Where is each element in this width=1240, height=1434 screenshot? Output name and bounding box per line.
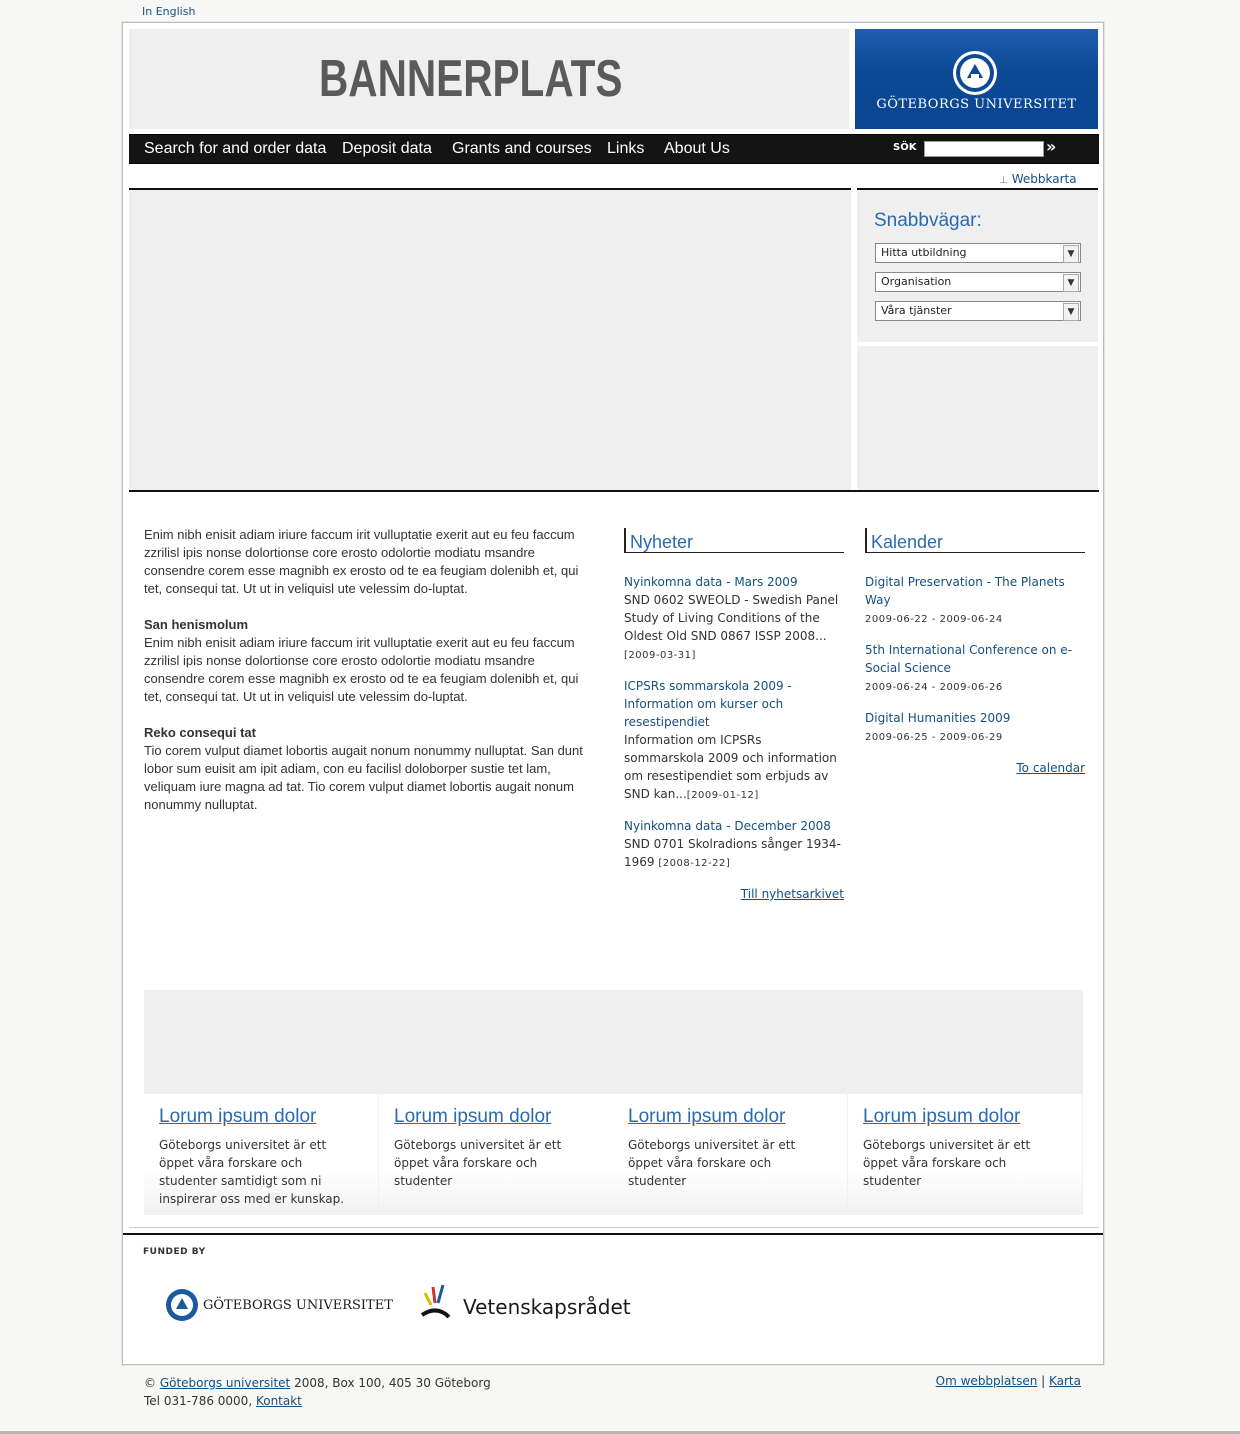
- copyright-symbol: ©: [144, 1376, 156, 1390]
- select-hitta-utbildning[interactable]: [875, 243, 1081, 263]
- funder-vr-logo[interactable]: [419, 1281, 631, 1325]
- gu-seal-icon: [165, 1288, 199, 1322]
- news-item-text: Information om ICPSRs sommarskola 2009 och information om resestipendiet som erbjuds av SND kan...: [624, 733, 837, 801]
- footer-map-link[interactable]: Karta: [1048, 1374, 1081, 1388]
- intro-text: [144, 526, 594, 832]
- intro-paragraph: Tio corem vulput diamet lobortis augait nonum nonummy nulluptat. San dunt lobor sum euisit am ipit adiam, con eu facilisl doloborper sustie tet lam, veliquam iure magna ad tat. Tio corem vulput diamet lobortis augait nonum nonummy nulluptat.: [144, 743, 583, 812]
- nav-about-us[interactable]: About Us: [664, 140, 730, 157]
- vr-logo-icon: [419, 1281, 459, 1325]
- promo-card-text: Göteborgs universitet är ett öppet våra forskare och studenter samtidigt som ni inspirerar oss med er kunskap.: [159, 1138, 345, 1206]
- news-item-title[interactable]: Nyinkomna data - Mars 2009: [624, 575, 798, 589]
- gu-logo-text: GÖTEBORGS UNIVERSITET: [876, 97, 1077, 112]
- intro-heading: San henismolum: [144, 617, 249, 632]
- promo-cards: [144, 990, 1081, 1215]
- footer-address: [144, 1374, 491, 1410]
- news-item-body: [624, 731, 844, 805]
- calendar-item-date: 2009-06-25 - 2009-06-29: [865, 732, 1003, 743]
- calendar-column: [865, 528, 1085, 777]
- nav-deposit-data[interactable]: Deposit data: [342, 140, 432, 157]
- calendar-item: [865, 709, 1085, 747]
- chevron-down-icon: ▼: [1063, 245, 1079, 263]
- funder-gu-name: GÖTEBORGS UNIVERSITET: [203, 1298, 393, 1313]
- language-bar: [142, 5, 195, 18]
- promo-card-image: [379, 990, 613, 1094]
- news-item-date: [2009-03-31]: [624, 650, 696, 661]
- funder-vr-name: Vetenskapsrådet: [463, 1295, 631, 1319]
- funded-by-label: FUNDED BY: [143, 1247, 206, 1257]
- news-archive: [624, 885, 844, 903]
- search-input[interactable]: [924, 141, 1044, 157]
- news-item: [624, 817, 844, 873]
- news-item-date: [2009-01-12]: [686, 790, 759, 801]
- promo-card: [144, 990, 379, 1215]
- promo-card-text: Göteborgs universitet är ett öppet våra forskare och studenter: [394, 1138, 562, 1188]
- news-archive-link[interactable]: Till nyhetsarkivet: [740, 887, 844, 901]
- quicklinks-title: Snabbvägar:: [874, 210, 982, 231]
- intro-paragraph: Enim nibh enisit adiam iriure faccum irit vulluptatie exerit aut eu feu faccum zzrilisl ipis nonse dolortionse core erosto odolortie modiatu msandre consendre corem esse magnibh ex erosto od te ea feugiam dolenibh et, qui tet, consequi tat. Ut ut in veliquisl ute velessim do-luptat.: [144, 635, 579, 704]
- banner-area: [129, 29, 849, 129]
- promo-card: [848, 990, 1083, 1215]
- footer-org-link[interactable]: Göteborgs universitet: [159, 1376, 291, 1390]
- promo-card: [379, 990, 614, 1215]
- promo-card-image: [144, 990, 378, 1094]
- funder-gu-logo[interactable]: [165, 1288, 393, 1324]
- search-label: SÖK: [893, 142, 917, 153]
- to-calendar-link[interactable]: To calendar: [1016, 761, 1085, 775]
- intro-heading: Reko consequi tat: [144, 725, 256, 740]
- news-item-date: [2008-12-22]: [658, 858, 731, 869]
- calendar-item-title[interactable]: Digital Humanities 2009: [865, 711, 1011, 725]
- main-nav: [129, 134, 1099, 164]
- promo-card: [613, 990, 848, 1215]
- sitemap-link[interactable]: [999, 172, 1077, 186]
- divider: [123, 1233, 1103, 1235]
- promo-card-title[interactable]: Lorum ipsum dolor: [394, 1106, 552, 1127]
- search-go-button[interactable]: »: [1046, 137, 1057, 156]
- divider: [129, 490, 1099, 492]
- hero-area: [129, 188, 851, 492]
- news-item-title[interactable]: ICPSRs sommarskola 2009 - Information om kurser och resestipendiet: [624, 679, 792, 729]
- promo-card-text: Göteborgs universitet är ett öppet våra forskare och studenter: [863, 1138, 1031, 1188]
- promo-card-text: Göteborgs universitet är ett öppet våra forskare och studenter: [628, 1138, 796, 1188]
- nav-grants-courses[interactable]: Grants and courses: [452, 140, 592, 157]
- promo-card-image: [613, 990, 847, 1094]
- calendar-item-date: 2009-06-24 - 2009-06-26: [865, 682, 1003, 693]
- news-title: Nyheter: [624, 528, 844, 553]
- news-item-body: [624, 591, 844, 665]
- select-vara-tjanster[interactable]: [875, 301, 1081, 321]
- select-value: Hitta utbildning: [881, 246, 967, 259]
- calendar-item-date: 2009-06-22 - 2009-06-24: [865, 614, 1003, 625]
- divider: [129, 1227, 1099, 1228]
- promo-card-title[interactable]: Lorum ipsum dolor: [863, 1106, 1021, 1127]
- calendar-item: [865, 641, 1085, 697]
- chevron-down-icon: ▼: [1063, 303, 1079, 321]
- news-item: [624, 573, 844, 665]
- promo-card-title[interactable]: Lorum ipsum dolor: [628, 1106, 786, 1127]
- select-organisation[interactable]: [875, 272, 1081, 292]
- sitemap-icon: ⊥: [999, 175, 1008, 186]
- footer-tel: Tel 031-786 0000,: [144, 1394, 256, 1408]
- footer-address-text: 2008, Box 100, 405 30 Göteborg: [290, 1376, 491, 1390]
- news-item-title[interactable]: Nyinkomna data - December 2008: [624, 819, 831, 833]
- footer-about-link[interactable]: Om webbplatsen: [935, 1374, 1038, 1388]
- page-frame: [122, 22, 1104, 1365]
- intro-paragraph: Enim nibh enisit adiam iriure faccum irit vulluptatie exerit aut eu feu faccum zzrilisl ipis nonse dolortionse core erosto odolortie modiatu msandre consendre corem esse magnibh ex erosto od te ea feugiam dolenibh et, qui tet, consequi tat. Ut ut in veliquisl ute velessim do-luptat.: [144, 527, 579, 596]
- news-item-text: SND 0701 Skolradions sånger 1934-1969: [624, 837, 841, 869]
- news-item: [624, 677, 844, 805]
- banner-text: BANNERPLATS: [319, 50, 623, 108]
- news-item-text: SND 0602 SWEOLD - Swedish Panel Study of Living Conditions of the Oldest Old SND 0867 ISSP 2008...: [624, 593, 839, 643]
- calendar-item: [865, 573, 1085, 629]
- quicklinks-panel: [857, 188, 1098, 342]
- select-value: Våra tjänster: [881, 304, 952, 317]
- nav-search-order-data[interactable]: Search for and order data: [144, 140, 327, 157]
- side-panel: [857, 346, 1098, 490]
- university-seal-icon: [952, 50, 998, 96]
- gu-logo[interactable]: [855, 29, 1098, 129]
- calendar-item-title[interactable]: 5th International Conference on e-Social Science: [865, 643, 1073, 675]
- promo-card-title[interactable]: Lorum ipsum dolor: [159, 1106, 317, 1127]
- chevron-down-icon: ▼: [1063, 274, 1079, 292]
- footer-links: [936, 1374, 1081, 1388]
- select-value: Organisation: [881, 275, 952, 288]
- news-item-body: [624, 835, 844, 873]
- calendar-title: Kalender: [865, 528, 1085, 553]
- footer-separator: |: [1037, 1374, 1049, 1388]
- news-column: [624, 528, 844, 903]
- calendar-link-wrap: [865, 759, 1085, 777]
- footer-contact-link[interactable]: Kontakt: [255, 1394, 302, 1408]
- in-english-link[interactable]: In English: [142, 5, 196, 18]
- calendar-item-title[interactable]: Digital Preservation - The Planets Way: [865, 575, 1065, 607]
- sitemap-label: Webbkarta: [1011, 172, 1077, 186]
- nav-links[interactable]: Links: [607, 140, 645, 157]
- promo-card-image: [848, 990, 1082, 1094]
